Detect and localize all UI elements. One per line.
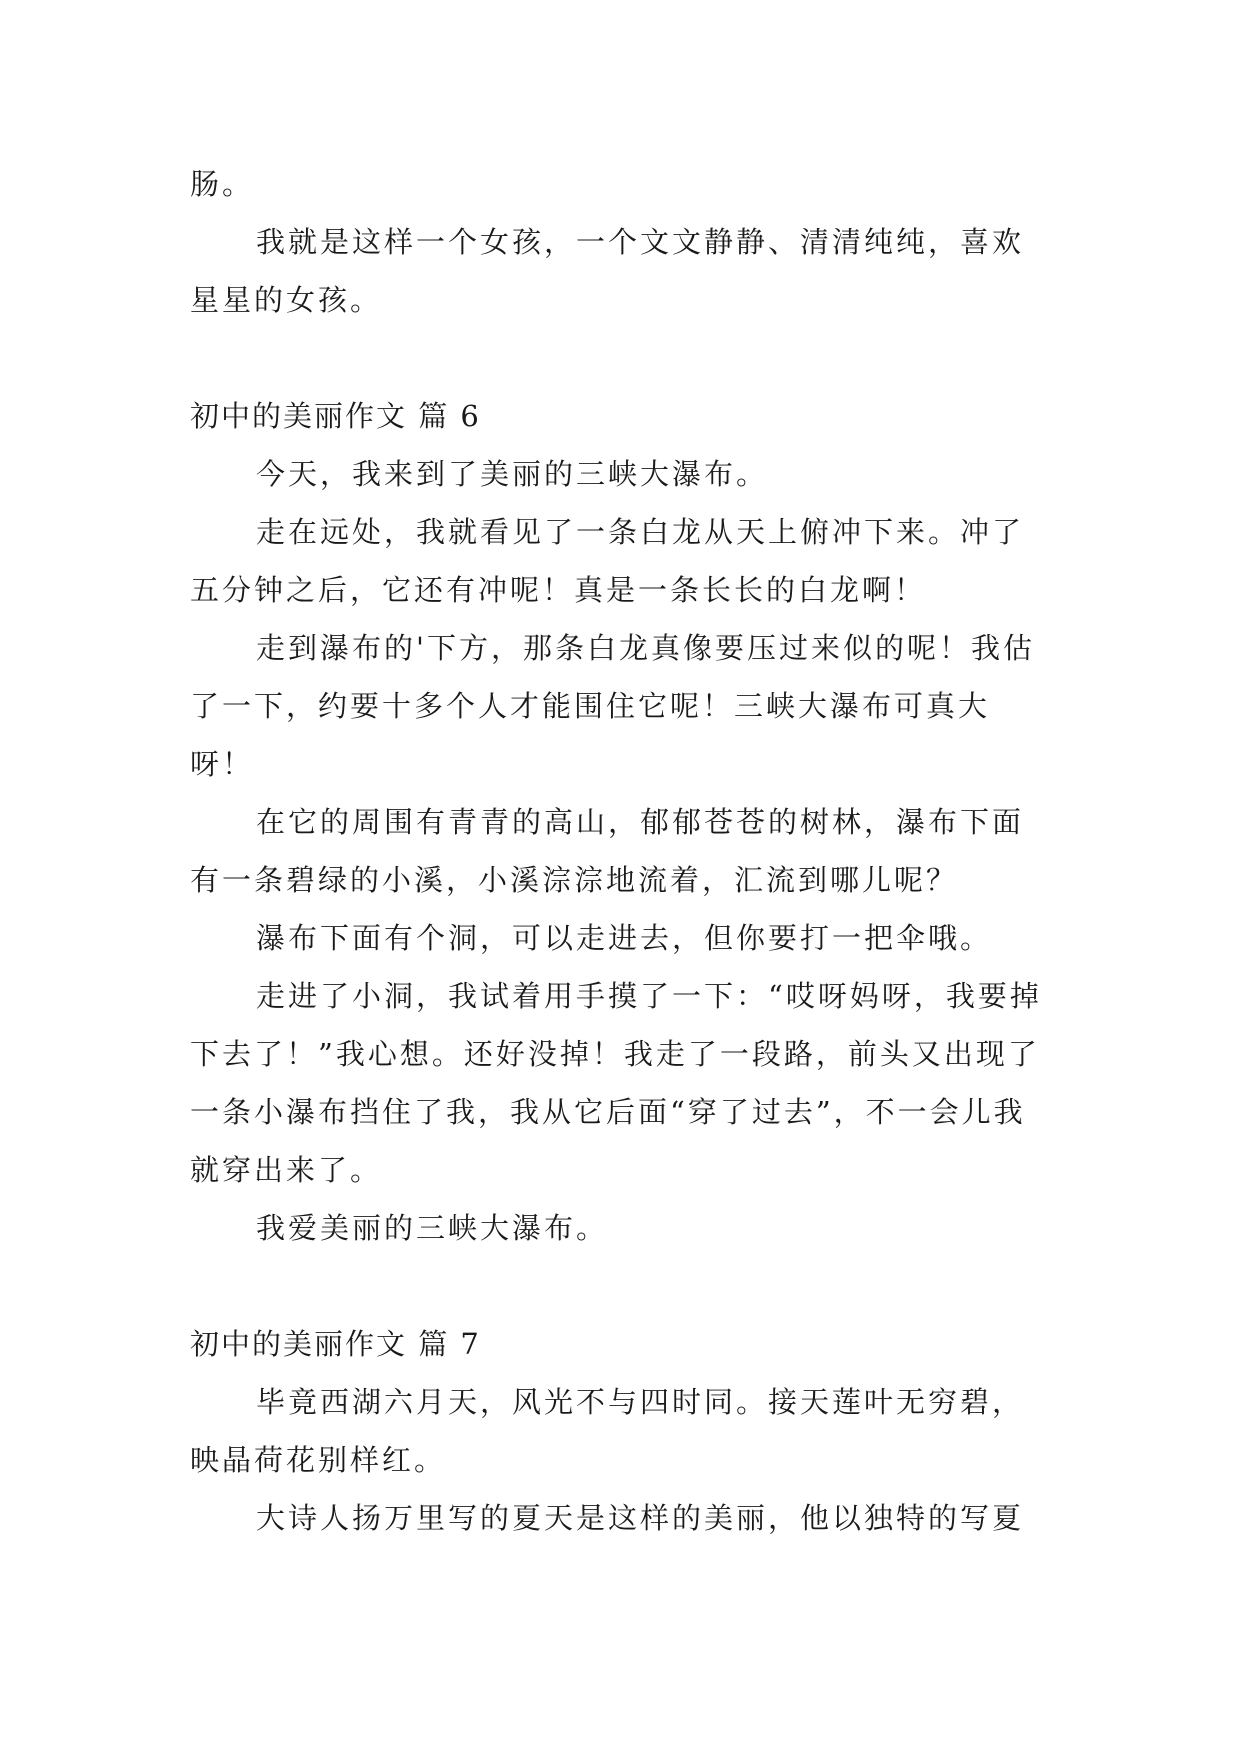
paragraph: 我爱美丽的三峡大瀑布。 xyxy=(256,1211,609,1245)
section-heading: 初中的美丽作文 篇 7 xyxy=(190,1327,481,1361)
paragraph: 瀑布下面有个洞，可以走进去，但你要打一把伞哦。 xyxy=(256,921,993,955)
paragraph: 今天，我来到了美丽的三峡大瀑布。 xyxy=(256,457,769,491)
paragraph: 在它的周围有青青的高山，郁郁苍苍的树林，瀑布下面有一条碧绿的小溪，小溪淙淙地流着，汇流到哪儿呢？ xyxy=(190,805,1025,897)
paragraph: 走在远处，我就看见了一条白龙从天上俯冲下来。冲了五分钟之后，它还有冲呢！真是一条长长的白龙啊！ xyxy=(190,515,1025,607)
paragraph: 大诗人扬万里写的夏天是这样的美丽，他以独特的写夏 xyxy=(256,1501,1025,1535)
section-spacer xyxy=(190,1257,1050,1315)
paragraph: 毕竟西湖六月天，风光不与四时同。接天莲叶无穷碧，映晶荷花别样红。 xyxy=(190,1385,1025,1477)
document-body xyxy=(190,155,1050,1547)
section-spacer xyxy=(190,329,1050,387)
paragraph: 走进了小洞，我试着用手摸了一下：“哎呀妈呀，我要掉下去了！”我心想。还好没掉！我走了一段路，前头又出现了一条小瀑布挡住了我，我从它后面“穿了过去”，不一会儿我就穿出来了。 xyxy=(190,979,1042,1187)
paragraph: 走到瀑布的'下方，那条白龙真像要压过来似的呢！我估了一下，约要十多个人才能围住它呢！三峡大瀑布可真大呀！ xyxy=(190,631,1035,781)
paragraph: 我就是这样一个女孩，一个文文静静、清清纯纯，喜欢星星的女孩。 xyxy=(190,225,1025,317)
section-heading: 初中的美丽作文 篇 6 xyxy=(190,399,481,433)
paragraph: 肠。 xyxy=(190,167,255,201)
